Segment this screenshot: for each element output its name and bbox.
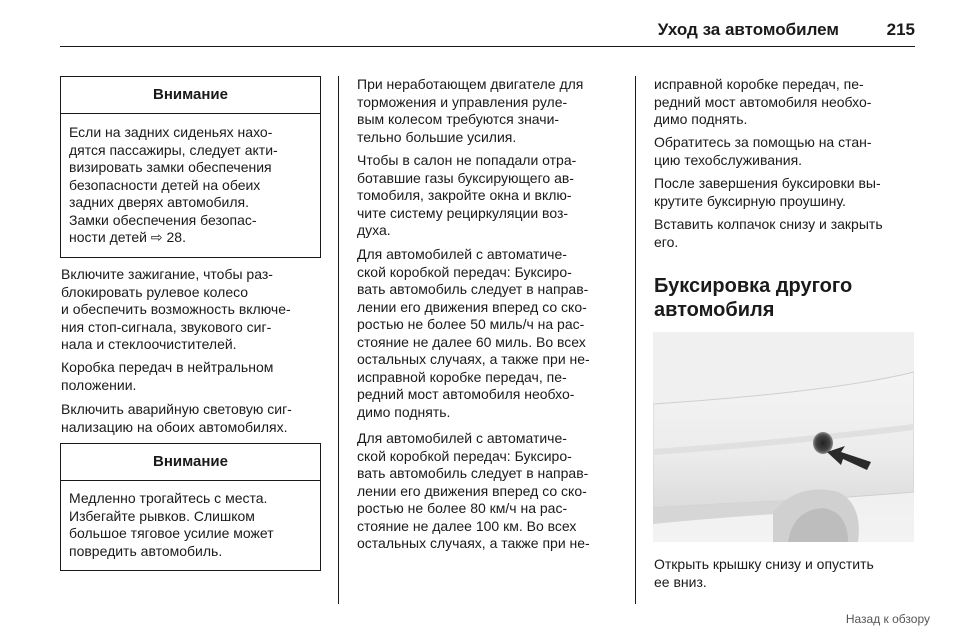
- paragraph: Чтобы в салон не попадали отра- ботавшие газы буксирующего ав- томобиля, закройте окна и вклю- чите систему рециркуляции воз- духа.: [357, 152, 577, 238]
- warning-text: Медленно трогайтесь с места. Избегайте рывков. Слишком большое тяговое усилие может повредить автомобиль.: [69, 490, 274, 559]
- page-header: [60, 14, 915, 47]
- section-title: Уход за автомобилем: [657, 20, 839, 39]
- column-divider-1: [338, 76, 339, 604]
- warning-title: Внимание: [61, 444, 320, 481]
- warning-title: Внимание: [61, 77, 320, 114]
- back-to-overview-link[interactable]: Назад к обзору: [845, 612, 930, 626]
- paragraph: Включите зажигание, чтобы раз- блокировать рулевое колесо и обеспечить возможность включе- ния стоп-сигнала, звукового сиг- нала и стеклоочистителей.: [61, 266, 291, 352]
- paragraph: Вставить колпачок снизу и закрыть его.: [654, 216, 883, 250]
- paragraph: Для автомобилей с автоматиче- ской коробкой передач: Буксиро- вать автомобиль следует в направ- лении его движения вперед со ско- ростью не более 80 км/ч на рас- стояние не далее 100 км. Во всех остальных случаях, а также при не-: [357, 430, 590, 551]
- figure-caption: Открыть крышку снизу и опустить ее вниз.: [654, 556, 874, 590]
- bumper-tow-cover-illustration: [653, 332, 914, 542]
- warning-box-2: [60, 443, 321, 571]
- warning-text: Если на задних сиденьях нахо- дятся пассажиры, следует акти- визировать замки обеспечения безопасности детей на обеих задних дверях автомобиля. Замки обеспечения безопас- ности детей ⇨ 28.: [69, 124, 278, 245]
- paragraph: Для автомобилей с автоматиче- ской коробкой передач: Буксиро- вать автомобиль следует в направ- лении его движения вперед со ско- ростью не более 50 миль/ч на рас- стояние не далее 60 миль. Во всех остальных случаях, а также при не- исправной коробке передач, пе- редний мост автомобиля необхо- димо поднять.: [357, 246, 590, 420]
- paragraph: исправной коробке передач, пе- редний мост автомобиля необхо- димо поднять.: [654, 76, 872, 127]
- paragraph: После завершения буксировки вы- крутите буксирную проушину.: [654, 175, 881, 209]
- warning-box-1: [60, 76, 321, 258]
- column-divider-2: [635, 76, 636, 604]
- page-number: 215: [886, 20, 915, 39]
- paragraph: Обратитесь за помощью на стан- цию техобслуживания.: [654, 134, 872, 168]
- section-heading: Буксировка другого автомобиля: [654, 275, 853, 321]
- paragraph: При неработающем двигателе для торможения и управления руле- вым колесом требуются значи- тельно большие усилия.: [357, 76, 584, 145]
- paragraph: Включить аварийную световую сиг- нализацию на обоих автомобилях.: [61, 401, 292, 435]
- paragraph: Коробка передач в нейтральном положении.: [61, 359, 274, 393]
